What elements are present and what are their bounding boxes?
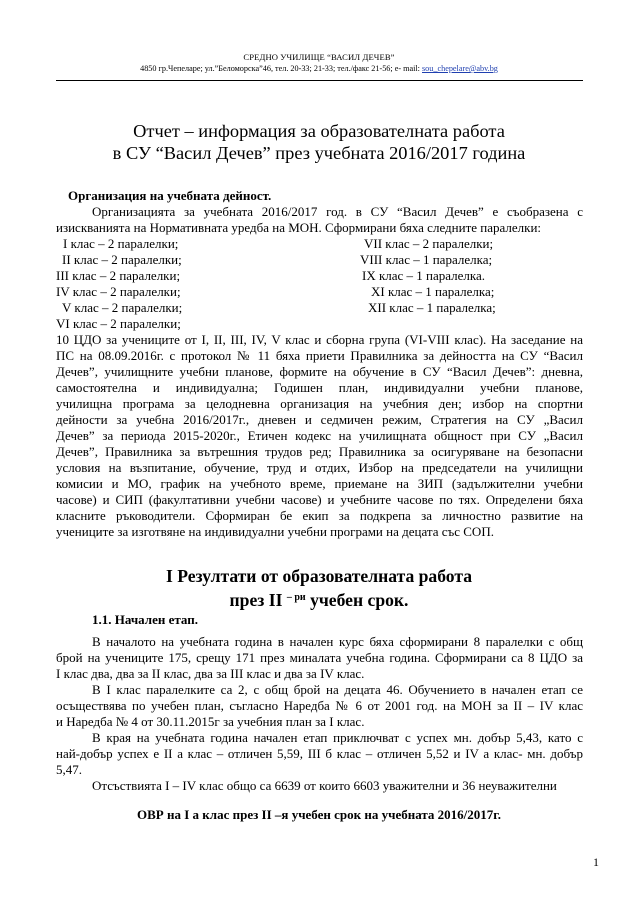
- paragraph-line: 5,47.: [56, 762, 82, 777]
- paragraph-line: В края на учебната година начален етап приключват с успех мн. добър 5,43, като с: [92, 730, 583, 745]
- paragraph-line: Дечев”, училищните учебни планове, формите на обучение в СУ “Васил Дечев”: дневна,: [56, 364, 583, 379]
- paragraph-line: Отсъствията I – IV клас общо са 6639 от които 6603 уважителни и 36 неуважителни: [92, 778, 557, 793]
- paragraph-line: училищна програма за целодневна организация на учебния ден; избор на спортни: [56, 396, 583, 411]
- section-heading: Организация на учебната дейност.: [68, 188, 272, 203]
- paragraph-line: ПС на 08.09.2016г. с протокол № 11 бяха приети Правилника за дейността на СУ “Васил: [56, 348, 583, 363]
- class-list-item: I клас – 2 паралелки;: [63, 236, 179, 251]
- class-list-item: IV клас – 2 паралелки;: [56, 284, 181, 299]
- paragraph-line: дейности за учебна 2016/2017г., дневен и седмичен режим, Стратегия на СУ „Васил: [56, 412, 583, 427]
- class-list-item: VIII клас – 1 паралелка;: [360, 252, 493, 267]
- page-number: 1: [593, 855, 599, 869]
- paragraph-line: Дечев” за периода 2015-2020г., Етичен кодекс на училищната общност при СУ „Васил: [56, 428, 583, 443]
- document-title-line1: Отчет – информация за образователната работа: [133, 121, 505, 141]
- paragraph-line: часове) и СИП (факултативни учебни часове) и учебните часове по тях. Определени бяха: [56, 492, 583, 507]
- heading-text: учебен срок.: [305, 590, 409, 610]
- paragraph-line: най-добър успех е II а клас – отличен 5,59, III б клас – отличен 5,52 и IV а клас- мн. добър: [56, 746, 583, 761]
- results-heading-line1: I Резултати от образователната работа: [165, 566, 473, 586]
- paragraph-line: В началото на учебната година в начален курс бяха сформирани 8 паралелки с общ: [92, 634, 583, 649]
- paragraph-line: I клас два, два за II клас, два за III клас и два за IV клас.: [56, 666, 365, 681]
- class-list-item: II клас – 2 паралелки;: [62, 252, 182, 267]
- class-list-item: V клас – 2 паралелки;: [62, 300, 183, 315]
- header-divider: [56, 80, 583, 81]
- paragraph-line: 10 ЦДО за учениците от I, II, III, IV, V клас и сборна група (VI-VIII клас). На заседание на: [56, 332, 583, 347]
- ovr-heading: ОВР на I а клас през II –я учебен срок на учебната 2016/2017г.: [137, 807, 501, 822]
- document-title-line2: в СУ “Васил Дечев” през учебната 2016/2017 година: [112, 143, 526, 163]
- paragraph-line: комисии и МО, график на учебното време, приемане на ЗИП (задължителни учебни: [56, 476, 583, 491]
- results-heading-line2: [0, 587, 638, 611]
- class-list-item: VI клас – 2 паралелки;: [56, 316, 181, 331]
- paragraph-line: В I клас паралелките са 2, с общ брой на децата 46. Обучението в начален етап се: [92, 682, 583, 697]
- heading-superscript: – ри: [286, 592, 306, 603]
- class-list-item: VII клас – 2 паралелки;: [364, 236, 494, 251]
- paragraph-line: брой на учениците 175, срещу 171 през миналата учебна година. Сформирани са 8 ЦДО за: [56, 650, 583, 665]
- paragraph-line: изискванията на Нормативната уредба на МОН. Сформирани бяха следните паралелки:: [56, 220, 542, 235]
- school-address: [0, 64, 638, 73]
- paragraph-line: условия на възпитание, обучение, труд и отдих, Избор на председатели на училищни: [56, 460, 583, 475]
- paragraph-line: учениците за изготвяне на индивидуални учебни програми на децата със СОП.: [56, 524, 494, 539]
- school-name: СРЕДНО УЧИЛИЩЕ “ВАСИЛ ДЕЧЕВ”: [243, 52, 395, 62]
- heading-text: през II: [229, 590, 287, 610]
- paragraph-line: и Наредба № 4 от 30.11.2015г за учебния план за I клас.: [56, 714, 365, 729]
- class-list-item: XI клас – 1 паралелка;: [371, 284, 495, 299]
- address-text: 4850 гр.Чепеларе; ул.”Беломорска”46, тел. 20-33; 21-33; тел./факс 21-56; e- mail:: [140, 64, 422, 73]
- email-link[interactable]: sou_chepelare@abv.bg: [422, 64, 498, 73]
- class-list-item: IX клас – 1 паралелка.: [362, 268, 486, 283]
- paragraph-line: Организацията за учебната 2016/2017 год. в СУ “Васил Дечев” е съобразена с: [92, 204, 583, 219]
- class-list-item: XII клас – 1 паралелка;: [368, 300, 496, 315]
- paragraph-line: класните ръководители. Сформиран бе екип за подкрепа за личностно развитие на: [56, 508, 583, 523]
- subsection-heading: 1.1. Начален етап.: [92, 612, 198, 627]
- paragraph-line: осъществява по учебен план, съгласно Наредба № 6 от 2001 год. на МОН за II – IV клас: [56, 698, 583, 713]
- paragraph-line: Дечев”, Правилника за вътрешния трудов ред; Правилника за осигуряване на безопасни: [56, 444, 583, 459]
- class-list-item: III клас – 2 паралелки;: [56, 268, 181, 283]
- paragraph-line: самостоятелна и индивидуална; Годишен план, индивидуални учебни планове,: [56, 380, 583, 395]
